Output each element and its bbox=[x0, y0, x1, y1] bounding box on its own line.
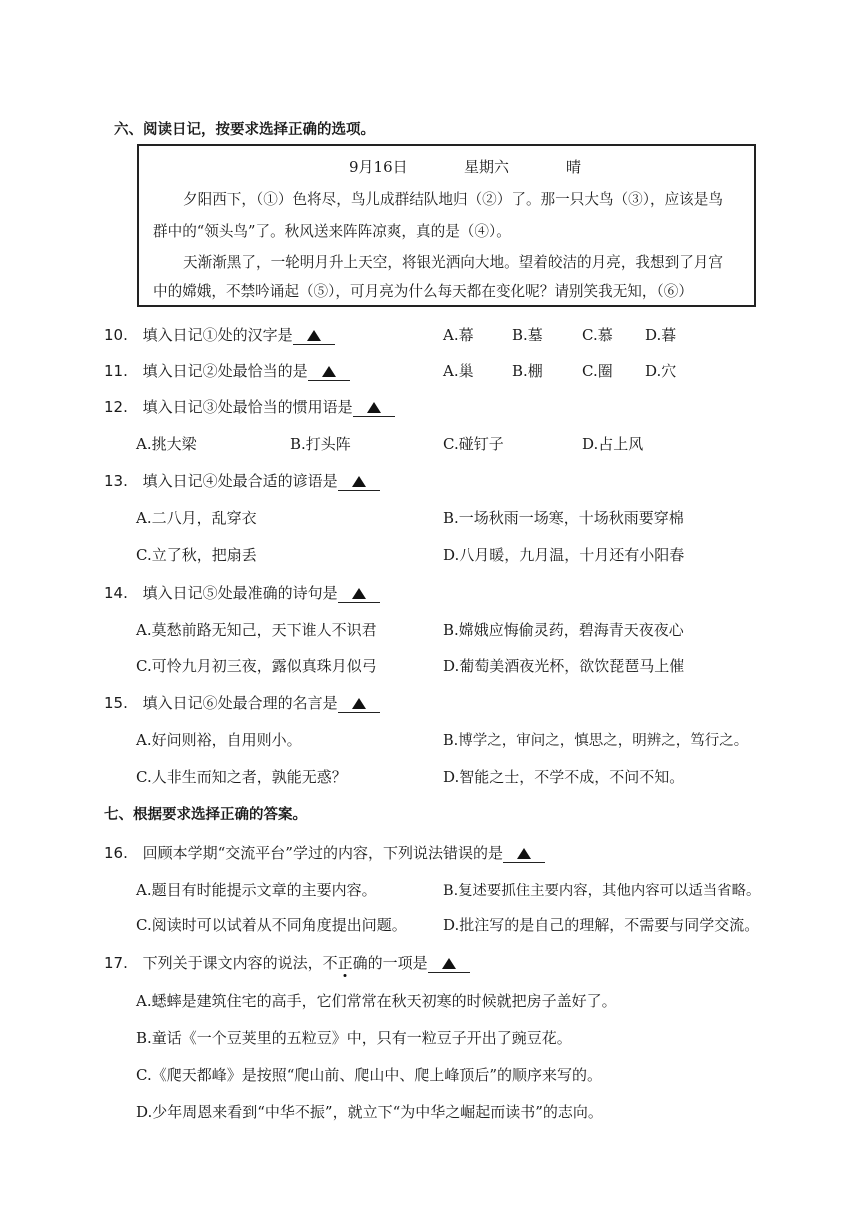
option-d[interactable]: D.少年周恩来看到“中华不振”，就立下“为中华之崛起而读书”的志向。 bbox=[136, 1103, 603, 1121]
triangle-marker-icon bbox=[322, 366, 336, 377]
diary-p2-line2: 中的嫦娥，不禁吟诵起（⑤），可月亮为什么每天都在变化呢？请别笑我无知，（⑥） bbox=[153, 283, 693, 300]
question-stem: 填入日记③处最恰当的惯用语是 bbox=[142, 398, 353, 416]
option-a[interactable]: A.蟋蟀是建筑住宅的高手，它们常常在秋天初寒的时候就把房子盖好了。 bbox=[136, 992, 617, 1010]
question-stem: 填入日记②处最恰当的是 bbox=[142, 362, 308, 380]
option-a[interactable]: A.好问则裕，自用则小。 bbox=[136, 731, 302, 749]
option-d[interactable]: D.占上风 bbox=[582, 435, 644, 453]
answer-blank[interactable] bbox=[338, 473, 380, 491]
question-number: 14. bbox=[104, 584, 128, 602]
section-7-title: 七、根据要求选择正确的答案。 bbox=[104, 807, 307, 823]
question-number: 16. bbox=[104, 844, 128, 862]
triangle-marker-icon bbox=[367, 402, 381, 413]
triangle-marker-icon bbox=[442, 958, 456, 969]
option-c[interactable]: C.《爬天都峰》是按照“爬山前、爬山中、爬上峰顶后”的顺序来写的。 bbox=[136, 1066, 603, 1084]
option-a[interactable]: A.题目有时能提示文章的主要内容。 bbox=[136, 881, 377, 899]
option-d[interactable]: D.葡萄美酒夜光杯，欲饮琵琶马上催 bbox=[443, 657, 685, 675]
triangle-marker-icon bbox=[352, 588, 366, 599]
question-number: 11. bbox=[104, 362, 128, 380]
question-number: 10. bbox=[104, 326, 128, 344]
option-c[interactable]: C.人非生而知之者，孰能无惑？ bbox=[136, 768, 347, 786]
answer-blank[interactable] bbox=[353, 399, 395, 417]
question-13 bbox=[104, 470, 380, 491]
option-b[interactable]: B.打头阵 bbox=[290, 435, 351, 453]
option-a[interactable]: A.幕 bbox=[443, 326, 474, 344]
option-d[interactable]: D.智能之士，不学不成，不问不知。 bbox=[443, 768, 685, 786]
answer-blank[interactable] bbox=[293, 327, 335, 345]
option-b[interactable]: B.童话《一个豆荚里的五粒豆》中，只有一粒豆子开出了豌豆花。 bbox=[136, 1029, 572, 1047]
diary-p1-line1: 夕阳西下，（①）色将尽，鸟儿成群结队地归（②）了。那一只大鸟（③），应该是鸟 bbox=[183, 191, 723, 208]
diary-weather: 晴 bbox=[566, 158, 582, 176]
question-12 bbox=[104, 396, 395, 417]
question-stem: 填入日记①处的汉字是 bbox=[142, 326, 293, 344]
option-a[interactable]: A.巢 bbox=[443, 362, 474, 380]
question-number: 15. bbox=[104, 694, 128, 712]
question-stem: 填入日记④处最合适的谚语是 bbox=[142, 472, 338, 490]
option-b[interactable]: B.复述要抓住主要内容，其他内容可以适当省略。 bbox=[443, 883, 761, 899]
answer-blank[interactable] bbox=[338, 695, 380, 713]
triangle-marker-icon bbox=[352, 476, 366, 487]
option-a[interactable]: A.挑大梁 bbox=[136, 435, 197, 453]
option-c[interactable]: C.碰钉子 bbox=[443, 435, 504, 453]
triangle-marker-icon bbox=[517, 848, 531, 859]
question-number: 13. bbox=[104, 472, 128, 490]
option-b[interactable]: B.嫦娥应悔偷灵药，碧海青天夜夜心 bbox=[443, 621, 684, 639]
question-17 bbox=[104, 952, 470, 973]
option-b[interactable]: B.棚 bbox=[512, 362, 543, 380]
question-15 bbox=[104, 692, 380, 713]
question-number: 17. bbox=[104, 954, 128, 972]
triangle-marker-icon bbox=[307, 330, 321, 341]
option-b[interactable]: B.博学之，审问之，慎思之，明辨之，笃行之。 bbox=[443, 733, 749, 749]
answer-blank[interactable] bbox=[308, 363, 350, 381]
option-c[interactable]: C.阅读时可以试着从不同角度提出问题。 bbox=[136, 916, 407, 934]
question-stem-post: 的一项是 bbox=[367, 954, 428, 972]
question-10 bbox=[104, 324, 335, 345]
option-c[interactable]: C.圈 bbox=[582, 362, 613, 380]
option-b[interactable]: B.墓 bbox=[512, 326, 543, 344]
question-stem: 填入日记⑤处最准确的诗句是 bbox=[142, 584, 338, 602]
question-16 bbox=[104, 842, 545, 863]
option-d[interactable]: D.批注写的是自己的理解，不需要与同学交流。 bbox=[443, 916, 760, 934]
option-c[interactable]: C.立了秋，把扇丢 bbox=[136, 546, 257, 564]
option-d[interactable]: D.暮 bbox=[645, 326, 677, 344]
question-11 bbox=[104, 360, 350, 381]
answer-blank[interactable] bbox=[428, 955, 470, 973]
option-c[interactable]: C.可怜九月初三夜，露似真珠月似弓 bbox=[136, 657, 377, 675]
section-6-title: 六、阅读日记，按要求选择正确的选项。 bbox=[114, 122, 375, 138]
diary-box bbox=[137, 144, 756, 307]
answer-blank[interactable] bbox=[503, 845, 545, 863]
question-number: 12. bbox=[104, 398, 128, 416]
answer-blank[interactable] bbox=[338, 585, 380, 603]
triangle-marker-icon bbox=[352, 698, 366, 709]
option-a[interactable]: A.二八月，乱穿衣 bbox=[136, 509, 257, 527]
option-c[interactable]: C.慕 bbox=[582, 326, 613, 344]
question-stem: 回顾本学期“交流平台”学过的内容，下列说法错误的是 bbox=[142, 844, 503, 862]
question-stem-pre: 下列关于课文内容的说法， bbox=[142, 954, 323, 972]
diary-p2-line1: 天渐渐黑了，一轮明月升上天空，将银光洒向大地。望着皎洁的月亮，我想到了月宫 bbox=[183, 254, 723, 271]
option-d[interactable]: D.穴 bbox=[645, 362, 677, 380]
diary-weekday: 星期六 bbox=[464, 158, 510, 176]
diary-p1-line2: 群中的“领头鸟”了。秋风送来阵阵凉爽，真的是（④）。 bbox=[153, 223, 511, 240]
question-14 bbox=[104, 582, 380, 603]
question-stem-emphasis: 不正确 bbox=[322, 954, 368, 972]
option-a[interactable]: A.莫愁前路无知己，天下谁人不识君 bbox=[136, 621, 377, 639]
question-stem: 填入日记⑥处最合理的名言是 bbox=[142, 694, 338, 712]
diary-date: 9月16日 bbox=[349, 158, 408, 176]
option-b[interactable]: B.一场秋雨一场寒，十场秋雨要穿棉 bbox=[443, 509, 684, 527]
option-d[interactable]: D.八月暖，九月温，十月还有小阳春 bbox=[443, 546, 685, 564]
